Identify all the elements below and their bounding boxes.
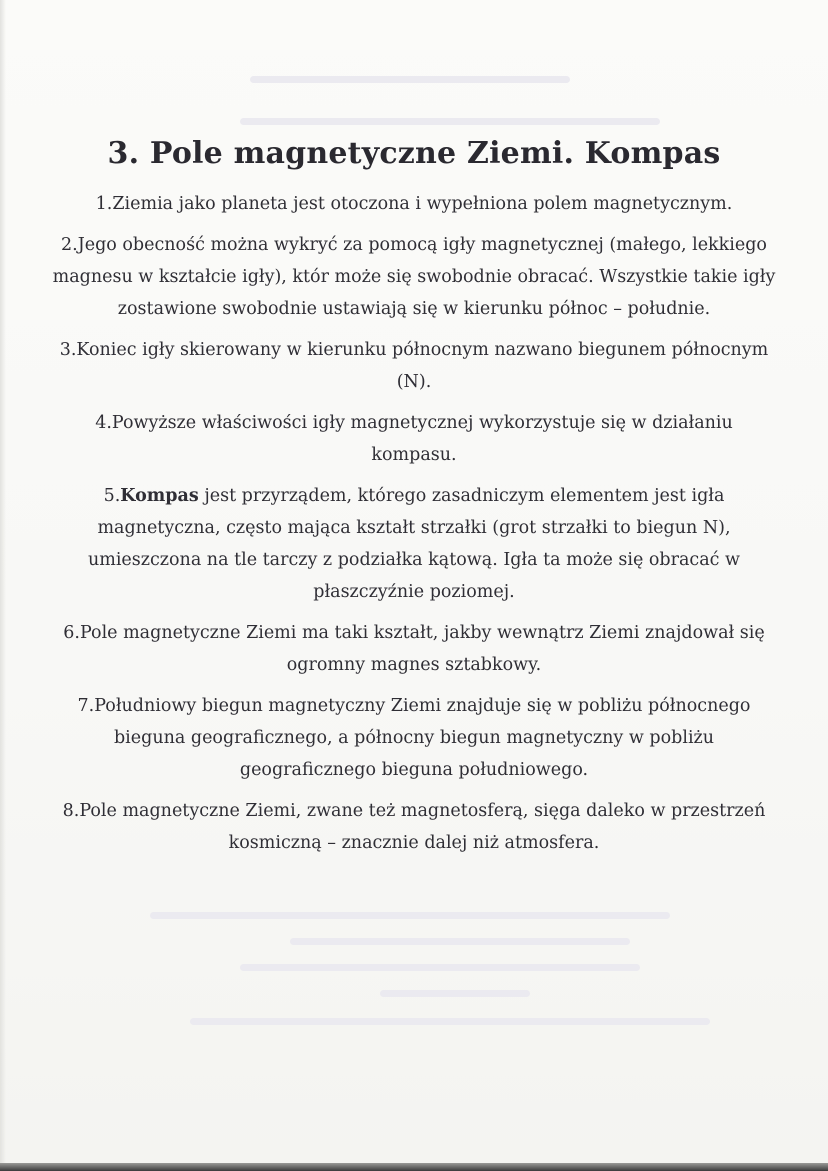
list-item [50,229,778,325]
page-title: 3. Pole magnetyczne Ziemi. Kompas [107,136,721,171]
item-text: Koniec igły skierowany w kierunku północnym nazwano biegunem północnym (N). [76,340,769,392]
list-item [50,690,778,786]
scan-left-shadow [0,0,6,1171]
bleed-through-line [380,990,530,997]
item-text: Jego obecność można wykryć za pomocą igły magnetycznej (małego, lekkiego magnesu w kształcie igły), któr może się swobodnie obracać. Wszystkie takie igły zostawione swobodnie ustawiają się w kierunku północ – południe. [52,235,776,319]
list-item [50,334,778,398]
bleed-through-line [250,76,570,83]
bleed-through-line [290,938,630,945]
bleed-through-line [240,118,660,125]
item-list [50,188,778,868]
list-item [50,480,778,608]
bleed-through-line [190,1018,710,1025]
item-number: 8. [62,801,80,821]
item-number: 1. [95,194,113,214]
list-item [50,795,778,859]
item-number: 3. [59,340,77,360]
item-text: Pole magnetyczne Ziemi, zwane też magnetosferą, sięga daleko w przestrzeń kosmiczną – znacznie dalej niż atmosfera. [79,801,766,853]
item-text: Południowy biegun magnetyczny Ziemi znajduje się w pobliżu północnego bieguna geograficznego, a północny biegun magnetyczny w pobliżu geograficznego bieguna południowego. [94,696,751,780]
item-text: jest przyrządem, którego zasadniczym elementem jest igła magnetyczna, często mająca kształt strzałki (grot strzałki to biegun N), umieszczona na tle tarczy z podziałka kątową. Igła ta może się obracać w płaszczyźnie poziomej. [87,486,741,602]
list-item [50,188,778,220]
list-item [50,617,778,681]
scan-bottom-edge [0,1163,828,1171]
item-number: 5. [103,486,121,506]
item-bold-term: Kompas [120,486,199,506]
item-text: Powyższe właściwości igły magnetycznej wykorzystuje się w działaniu kompasu. [111,413,733,465]
item-number: 4. [95,413,112,433]
item-text: Ziemia jako planeta jest otoczona i wypełniona polem magnetycznym. [112,194,733,214]
item-number: 2. [61,235,78,255]
bleed-through-line [150,912,670,919]
item-text: Pole magnetyczne Ziemi ma taki kształt, jakby wewnątrz Ziemi znajdował się ogromny magnes sztabkowy. [79,623,765,675]
item-number: 7. [77,696,95,716]
item-number: 6. [63,623,80,643]
bleed-through-line [240,964,640,971]
list-item [50,407,778,471]
